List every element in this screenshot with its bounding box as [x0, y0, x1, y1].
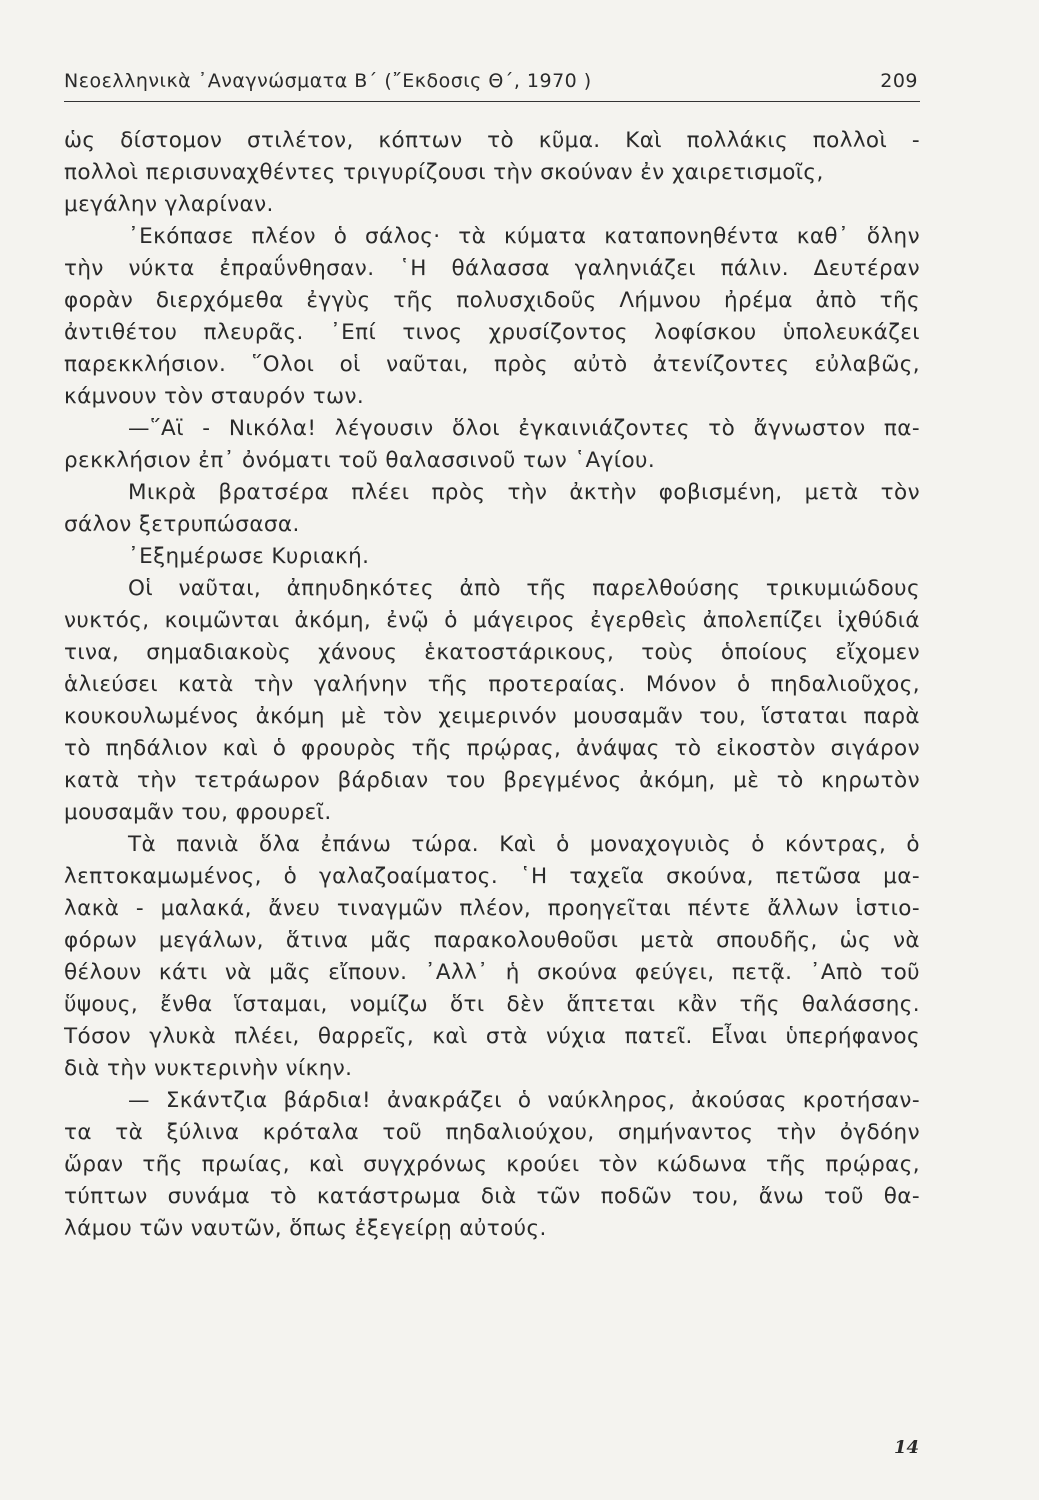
text-line: Οἱ ναῦται, ἀπηυδηκότες ἀπὸ τῆς παρελθούσης τρικυμιώδους [128, 576, 920, 601]
text-line: λακὰ - μαλακά, ἄνευ τιναγμῶν πλέον, προηγεῖται πέντε ἄλλων ἱστιο- [64, 896, 920, 921]
text-line: ἀντιθέτου πλευρᾶς. ᾿Επί τινος χρυσίζοντος λοφίσκου ὑπολευκάζει [64, 320, 920, 345]
text-line: κουκουλωμένος ἀκόμη μὲ τὸν χειμερινόν μουσαμᾶν του, ἵσταται παρὰ [64, 704, 920, 729]
text-line: ρεκκλήσιον ἐπ᾿ ὀνόματι τοῦ θαλασσινοῦ των ῾Αγίου. [64, 448, 656, 473]
text-line: — Σκάντζια βάρδια! ἀνακράζει ὁ ναύκληρος, ἀκούσας κροτήσαν- [128, 1088, 920, 1113]
text-line: σάλον ξετρυπώσασα. [64, 512, 300, 537]
text-line: λεπτοκαμωμένος, ὁ γαλαζοαίματος. ῾Η ταχεῖα σκούνα, πετῶσα μα- [64, 864, 920, 889]
text-line: κατὰ τὴν τετράωρον βάρδιαν του βρεγμένος ἀκόμη, μὲ τὸ κηρωτὸν [64, 768, 920, 793]
text-line: τὸ πηδάλιον καὶ ὁ φρουρὸς τῆς πρῴρας, ἀνάψας τὸ εἰκοστὸν σιγάρον [64, 736, 920, 761]
text-line: ὕψους, ἔνθα ἵσταμαι, νομίζω ὅτι δὲν ἅπτεται κἂν τῆς θαλάσσης. [64, 992, 920, 1017]
text-line: λάμου τῶν ναυτῶν, ὅπως ἐξεγείρῃ αὐτούς. [64, 1216, 547, 1241]
text-line: ὥραν τῆς πρωίας, καὶ συγχρόνως κρούει τὸν κώδωνα τῆς πρῴρας, [64, 1152, 920, 1177]
text-line: ᾿Εξημέρωσε Κυριακή. [128, 544, 370, 569]
text-line: μουσαμᾶν του, φρουρεῖ. [64, 800, 332, 825]
text-line: παρεκκλήσιον. ῞Ολοι οἱ ναῦται, πρὸς αὐτὸ ἀτενίζοντες εὐλαβῶς, [64, 352, 920, 377]
text-line: Μικρὰ βρατσέρα πλέει πρὸς τὴν ἀκτὴν φοβισμένη, μετὰ τὸν [128, 480, 920, 505]
text-line: τύπτων συνάμα τὸ κατάστρωμα διὰ τῶν ποδῶν του, ἄνω τοῦ θα- [64, 1184, 920, 1209]
header-rule [64, 101, 920, 102]
body-text [64, 125, 920, 1245]
text-line: τινα, σημαδιακοὺς χάνους ἑκατοστάρικους, τοὺς ὁποίους εἴχομεν [64, 640, 920, 665]
text-line: νυκτός, κοιμῶνται ἀκόμη, ἐνῷ ὁ μάγειρος ἐγερθεὶς ἀπολεπίζει ἰχθύδιά [64, 608, 920, 633]
text-line: Τόσον γλυκὰ πλέει, θαρρεῖς, καὶ στὰ νύχια πατεῖ. Εἶναι ὑπερήφανος [64, 1024, 920, 1049]
text-line: —῞Αϊ - Νικόλα! λέγουσιν ὅλοι ἐγκαινιάζοντες τὸ ἄγνωστον πα- [128, 416, 920, 441]
page-number: 209 [880, 70, 918, 92]
running-title: Νεοελληνικὰ ᾿Αναγνώσματα Β΄ (῎Εκδοσις Θ΄, 1970 ) [64, 70, 592, 92]
text-line: ᾿Εκόπασε πλέον ὁ σάλος· τὰ κύματα καταπονηθέντα καθ᾿ ὅλην [128, 224, 920, 249]
signature-mark: 14 [893, 1437, 919, 1458]
text-line: διὰ τὴν νυκτερινὴν νίκην. [64, 1056, 353, 1081]
text-line: ἁλιεύσει κατὰ τὴν γαλήνην τῆς προτεραίας. Μόνον ὁ πηδαλιοῦχος, [64, 672, 920, 697]
running-head [64, 70, 918, 92]
text-line: ὡς δίστομον στιλέτον, κόπτων τὸ κῦμα. Καὶ πολλάκις πολλοὶ - [64, 128, 920, 153]
text-line: θέλουν κάτι νὰ μᾶς εἴπουν. ᾿Αλλ᾿ ἡ σκούνα φεύγει, πετᾷ. ᾿Απὸ τοῦ [64, 960, 920, 985]
text-line: φορὰν διερχόμεθα ἐγγὺς τῆς πολυσχιδοῦς Λήμνου ἠρέμα ἀπὸ τῆς [64, 288, 920, 313]
text-line: φόρων μεγάλων, ἅτινα μᾶς παρακολουθοῦσι μετὰ σπουδῆς, ὡς νὰ [64, 928, 920, 953]
text-line: τα τὰ ξύλινα κρόταλα τοῦ πηδαλιούχου, σημήναντος τὴν ὀγδόην [64, 1120, 920, 1145]
text-line: κάμνουν τὸν σταυρόν των. [64, 384, 365, 409]
text-line: πολλοὶ περισυναχθέντες τριγυρίζουσι τὴν σκούναν ἐν χαιρετισμοῖς, [64, 160, 824, 185]
text-line: μεγάλην γλαρίναν. [64, 192, 274, 217]
text-line: τὴν νύκτα ἐπραΰνθησαν. ῾Η θάλασσα γαληνιάζει πάλιν. Δευτέραν [64, 256, 920, 281]
text-line: Τὰ πανιὰ ὅλα ἐπάνω τώρα. Καὶ ὁ μοναχογυιὸς ὁ κόντρας, ὁ [128, 832, 920, 857]
